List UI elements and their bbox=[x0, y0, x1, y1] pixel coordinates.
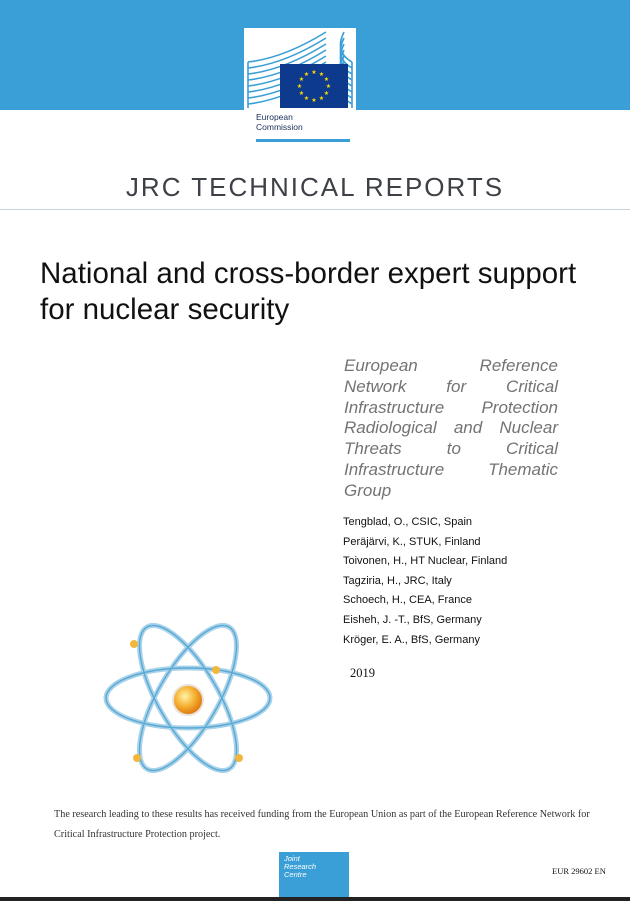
svg-text:★: ★ bbox=[296, 83, 303, 90]
jrc-logo-line1: Joint bbox=[284, 854, 300, 863]
svg-text:★: ★ bbox=[311, 97, 317, 104]
subtitle-line: European Reference bbox=[344, 356, 558, 375]
author-item: Kröger, E. A., BfS, Germany bbox=[343, 633, 480, 646]
author-item: Tagziria, H., JRC, Italy bbox=[343, 574, 452, 587]
svg-text:★: ★ bbox=[303, 95, 310, 102]
publication-year: 2019 bbox=[350, 666, 375, 680]
svg-text:★: ★ bbox=[298, 90, 305, 97]
author-item: Schoech, H., CEA, France bbox=[343, 594, 472, 607]
ec-wordmark-line1: European bbox=[256, 112, 293, 122]
atom-icon bbox=[100, 616, 276, 778]
european-commission-logo-icon bbox=[244, 28, 356, 138]
svg-text:★: ★ bbox=[298, 76, 305, 83]
jrc-logo-line2: Research bbox=[284, 862, 317, 872]
report-number: EUR 29602 EN bbox=[552, 866, 606, 876]
svg-text:★: ★ bbox=[318, 71, 325, 78]
author-item: Eisheh, J. -T., BfS, Germany bbox=[343, 613, 482, 626]
jrc-logo-line3: Centre bbox=[284, 870, 307, 880]
eu-flag-icon bbox=[280, 64, 348, 108]
subtitle-line: Threats to Critical bbox=[344, 439, 558, 459]
ec-wordmark-line2: Commission bbox=[256, 122, 303, 132]
bottom-border bbox=[0, 897, 630, 901]
header-divider bbox=[0, 209, 630, 210]
jrc-logo-icon bbox=[279, 852, 349, 900]
european-commission-wordmark bbox=[256, 112, 303, 132]
svg-text:★: ★ bbox=[323, 90, 330, 97]
subtitle-line: Infrastructure Thematic bbox=[344, 459, 558, 479]
author-item: Peräjärvi, K., STUK, Finland bbox=[343, 535, 481, 548]
subtitle-line: Network for Critical bbox=[344, 376, 558, 396]
svg-text:★: ★ bbox=[318, 95, 325, 102]
svg-text:★: ★ bbox=[311, 69, 317, 76]
svg-text:★: ★ bbox=[323, 76, 330, 83]
subtitle-line: Infrastructure Protection bbox=[344, 397, 558, 417]
ec-logo-underline bbox=[256, 139, 350, 142]
report-subtitle bbox=[344, 356, 558, 502]
author-item: Tengblad, O., CSIC, Spain bbox=[343, 516, 473, 528]
series-title: JRC TECHNICAL REPORTS bbox=[125, 172, 505, 202]
author-list bbox=[343, 513, 507, 650]
author-item: Toivonen, H., HT Nuclear, Finland bbox=[343, 555, 508, 568]
subtitle-line: Radiological and Nuclear bbox=[344, 418, 558, 438]
subtitle-line: Group bbox=[344, 480, 392, 500]
svg-text:★: ★ bbox=[303, 71, 310, 78]
report-title: National and cross-border expert support for nuclear security bbox=[40, 257, 577, 326]
svg-text:★: ★ bbox=[325, 83, 332, 90]
funding-note: The research leading to these results has received funding from the European Union as part of the European Reference Network for Critical Infrastructure Protection project. bbox=[54, 809, 590, 840]
